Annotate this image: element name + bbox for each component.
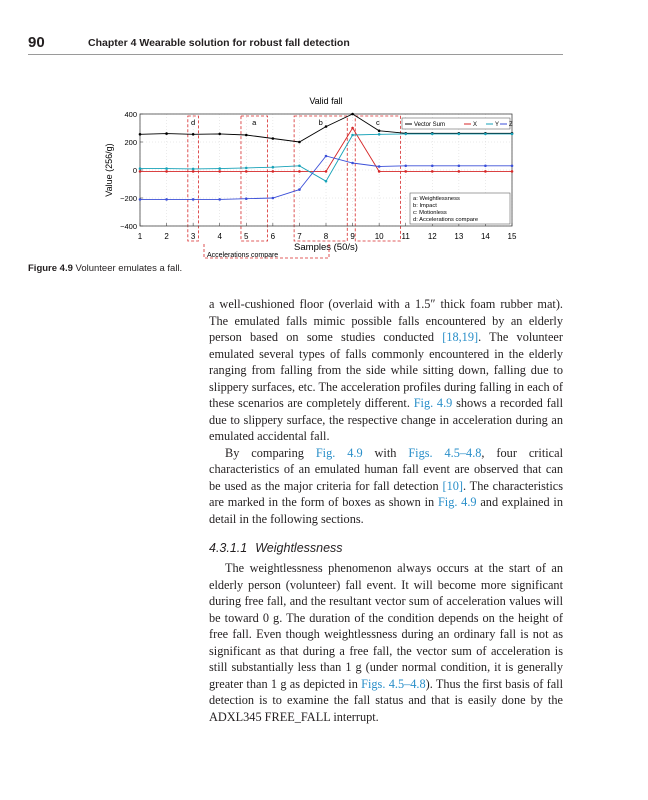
data-point [165,170,168,173]
x-tick-label: 3 [190,232,196,241]
data-point [325,125,328,128]
annotation-line: c: Motionless [413,210,447,216]
phase-box-label: c [375,118,380,127]
legend-label: Z [509,122,513,128]
data-point [192,168,195,171]
figure-caption [28,263,182,274]
chart-title: Valid fall [309,96,343,106]
data-point [165,167,168,170]
data-point [351,127,354,130]
annotation-line: a: Weightlessness [413,196,460,202]
x-tick-label: 13 [454,232,464,241]
x-tick-label: 14 [480,232,490,241]
data-point [298,141,301,144]
data-point [218,170,221,173]
data-point [458,133,461,136]
legend-label: Vector Sum [414,122,446,128]
figures-link[interactable]: Figs. 4.5–4.8 [408,445,482,460]
data-point [484,133,487,136]
data-point [458,170,461,173]
x-tick-label: 7 [297,232,302,241]
data-point [272,166,275,169]
data-point [245,134,248,137]
data-point [272,197,275,200]
y-axis-label: Value (256/g) [104,143,114,197]
data-point [165,132,168,135]
data-point [404,165,407,168]
data-point [192,198,195,201]
x-tick-label: 1 [137,232,143,241]
annotation-line: b: Impact [413,203,437,209]
data-point [218,167,221,170]
data-point [325,180,328,183]
data-point [378,130,381,133]
data-point [245,167,248,170]
page-number: 90 [28,34,45,51]
x-tick-label: 11 [401,232,410,241]
data-point [511,165,514,168]
data-point [139,167,142,170]
data-point [511,133,514,136]
data-point [139,170,142,173]
annotation-line: d: Accelerations compare [413,217,479,223]
data-point [325,155,328,158]
figure-link[interactable]: Fig. 4.9 [413,396,453,410]
running-title: Chapter 4 Wearable solution for robust fall detection [88,37,350,49]
citation-link[interactable]: [10] [442,478,463,493]
paragraph-2: By comparing Fig. 4.9 with Figs. 4.5–4.8, four critical characteristics of an emulated human fall event are observed that can be used as the major criteria for fall detection [10]. The characteristics are marked in the form of boxes as shown in Fig. 4.9 and explained in detail in the following sections. [209,445,563,526]
x-tick-label: 6 [270,232,276,241]
figure-label: Figure 4.9 [28,263,73,274]
y-tick-label: −200 [120,194,137,203]
data-point [404,170,407,173]
data-point [511,170,514,173]
data-point [298,170,301,173]
y-tick-label: 0 [132,166,137,175]
data-point [378,170,381,173]
x-axis-label: Samples (50/s) [294,242,358,253]
bracket-label: Accelerations compare [207,252,279,259]
phase-box-label: b [318,118,323,127]
phase-box-label: d [191,118,196,127]
data-point [298,188,301,191]
data-point [484,170,487,173]
data-point [351,162,354,165]
data-point [165,198,168,201]
x-tick-label: 4 [217,232,222,241]
data-point [484,165,487,168]
x-tick-label: 15 [507,232,517,241]
x-tick-label: 5 [244,232,249,241]
valid-fall-chart [0,0,648,290]
paragraph-1: a well-cushioned floor (overlaid with a 1.5″ thick foam rubber mat). The emulated falls mimic possible falls encountered by an elderly person based on some studies conducted [18,19]. The volunteer emulated several types of falls commonly encountered in the elderly ranging from falling from the side while sitting down, falling due to slippery surfaces, etc. The acceleration profiles during falling in each of these scenarios are completely different. Fig. 4.9 shows a recorded fall due to slippery surface, the respective change in acceleration during an emulated accidental fall. [209,297,563,443]
citation-link[interactable]: [18,19] [442,330,479,344]
figure-link[interactable]: Fig. 4.9 [315,445,363,460]
data-point [272,170,275,173]
data-point [272,137,275,140]
data-point [218,198,221,201]
data-point [431,170,434,173]
y-tick-label: −400 [120,222,137,231]
x-tick-label: 12 [427,232,437,241]
data-point [245,197,248,200]
data-point [458,165,461,168]
legend-label: Y [495,122,500,128]
body-text-bottom [209,560,563,725]
data-point [378,133,381,136]
section-heading [209,541,343,555]
data-point [192,170,195,173]
data-point [298,165,301,168]
data-point [192,133,195,136]
data-point [325,170,328,173]
figure-caption-text: Volunteer emulates a fall. [75,263,183,274]
x-tick-label: 9 [350,232,355,241]
y-tick-label: 400 [124,110,137,119]
data-point [431,133,434,136]
x-tick-label: 10 [374,232,384,241]
x-tick-label: 2 [164,232,169,241]
x-tick-label: 8 [323,232,329,241]
legend-label: X [473,122,478,128]
data-point [404,133,407,136]
phase-box-label: a [252,118,257,127]
figure-link[interactable]: Fig. 4.9 [437,495,477,509]
figures-link[interactable]: Figs. 4.5–4.8 [361,676,426,691]
paragraph-3: The weightlessness phenomenon always occurs at the start of an elderly person (volunteer) fall event. It will become more significant during free fall, and the resultant vector sum of acceleration values will be toward 0 g. The duration of the condition depends on the height of free fall. Even though weightlessness during an ordinary fall is not as significant as that during a free fall, the vector sum of acceleration is still substantially less than 1 g (under normal condition, it is generally greater than 1 g as depicted in Figs. 4.5–4.8). Thus the first basis of fall detection is to examine the fall status and that is easily done by the ADXL345 FREE_FALL interrupt. [209,561,563,724]
chart-legend [402,118,513,129]
data-point [351,134,354,137]
data-point [351,113,354,116]
phase-annotation-box [410,193,510,224]
data-point [378,165,381,168]
data-point [431,165,434,168]
section-title: Weightlessness [255,541,343,555]
section-number: 4.3.1.1 [209,541,248,555]
data-point [139,198,142,201]
data-point [245,170,248,173]
body-text-top [209,296,563,527]
data-point [139,133,142,136]
data-point [218,133,221,136]
y-tick-label: 200 [124,138,137,147]
